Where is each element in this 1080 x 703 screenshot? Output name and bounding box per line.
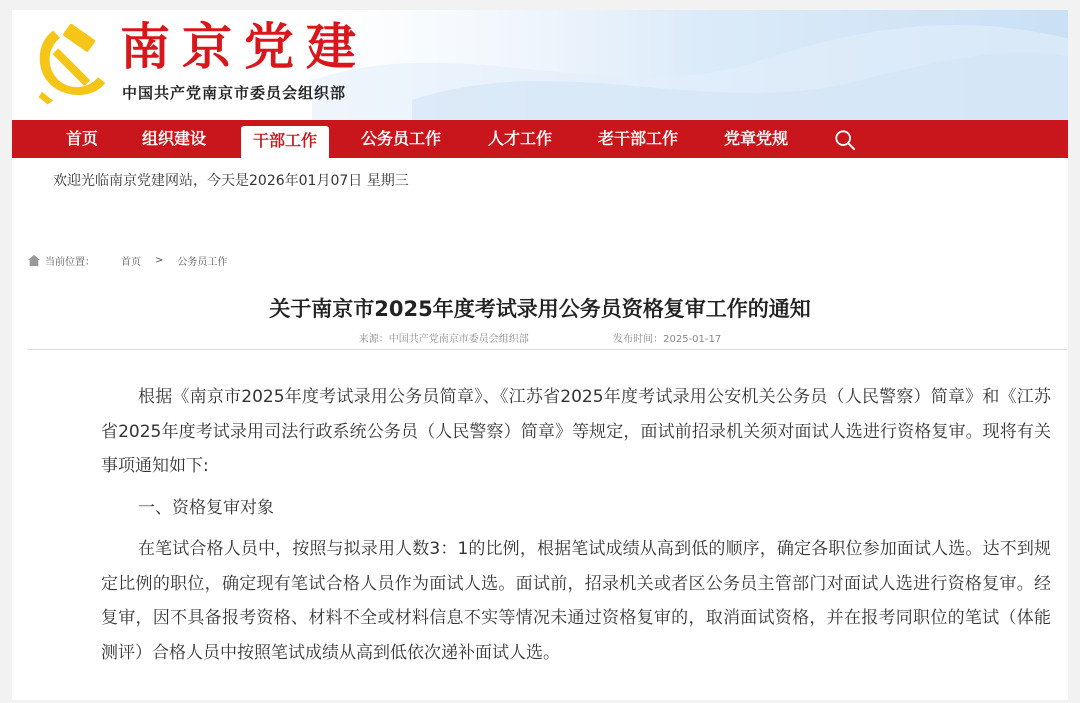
site-title[interactable]: 南京党建	[120, 17, 368, 76]
main-nav	[12, 120, 1068, 158]
breadcrumb-home-link[interactable]: 首页	[121, 256, 141, 268]
nav-item-organization[interactable]: 组织建设	[142, 129, 207, 148]
welcome-text: 欢迎光临南京党建网站，今天是2026年01月07日 星期三	[53, 173, 409, 189]
article-title: 关于南京市2025年度考试录用公务员资格复审工作的通知	[269, 297, 811, 321]
nav-item-cadre-work[interactable]: 干部工作	[241, 126, 329, 158]
article-section-heading: 一、资格复审对象	[138, 497, 274, 518]
divider	[27, 349, 1067, 350]
breadcrumb-label: 当前位置：	[45, 256, 95, 268]
home-icon	[27, 254, 41, 267]
site-subtitle: 中国共产党南京市委员会组织部	[122, 84, 347, 102]
nav-item-home[interactable]: 首页	[66, 129, 99, 148]
article-paragraph: 在笔试合格人员中，按照与拟录用人数3：1的比例，根据笔试成绩从高到低的顺序，确定各职位参加面试人选。达不到规定比例的职位，确定现有笔试合格人员作为面试人选。面试前，招录机关或者区公务员主管部门对面试人选进行资格复审。经复审，因不具备报考资格、材料不全或材料信息不实等情况未通过资格复审的，取消面试资格，并在报考同职位的笔试（体能测评）合格人员中按照笔试成绩从高到低依次递补面试人选。	[101, 539, 1051, 663]
party-emblem-icon	[26, 18, 116, 108]
breadcrumb-civil-servant-link[interactable]: 公务员工作	[177, 256, 228, 268]
nav-item-party-rules[interactable]: 党章党规	[724, 129, 789, 148]
nav-item-civil-servant[interactable]: 公务员工作	[361, 129, 442, 148]
header-decoration	[312, 10, 1068, 120]
article-date: 发布时间：2025-01-17	[613, 334, 722, 345]
search-icon[interactable]	[834, 129, 856, 151]
article-paragraph: 根据《南京市2025年度考试录用公务员简章》、《江苏省2025年度考试录用公安机关公务员（人民警察）简章》和《江苏省2025年度考试录用司法行政系统公务员（人民警察）简章》等规定，面试前招录机关须对面试人选进行资格复审。现将有关事项通知如下:	[101, 387, 1051, 476]
site-header	[12, 10, 1068, 120]
nav-item-veteran-cadre[interactable]: 老干部工作	[598, 129, 679, 148]
page	[12, 10, 1068, 700]
breadcrumb	[27, 252, 227, 268]
breadcrumb-separator: >	[155, 254, 164, 266]
nav-item-talent[interactable]: 人才工作	[488, 129, 553, 148]
article-body	[101, 380, 1051, 677]
article-source: 来源：中国共产党南京市委员会组织部	[358, 334, 529, 345]
article-meta	[12, 330, 1068, 345]
